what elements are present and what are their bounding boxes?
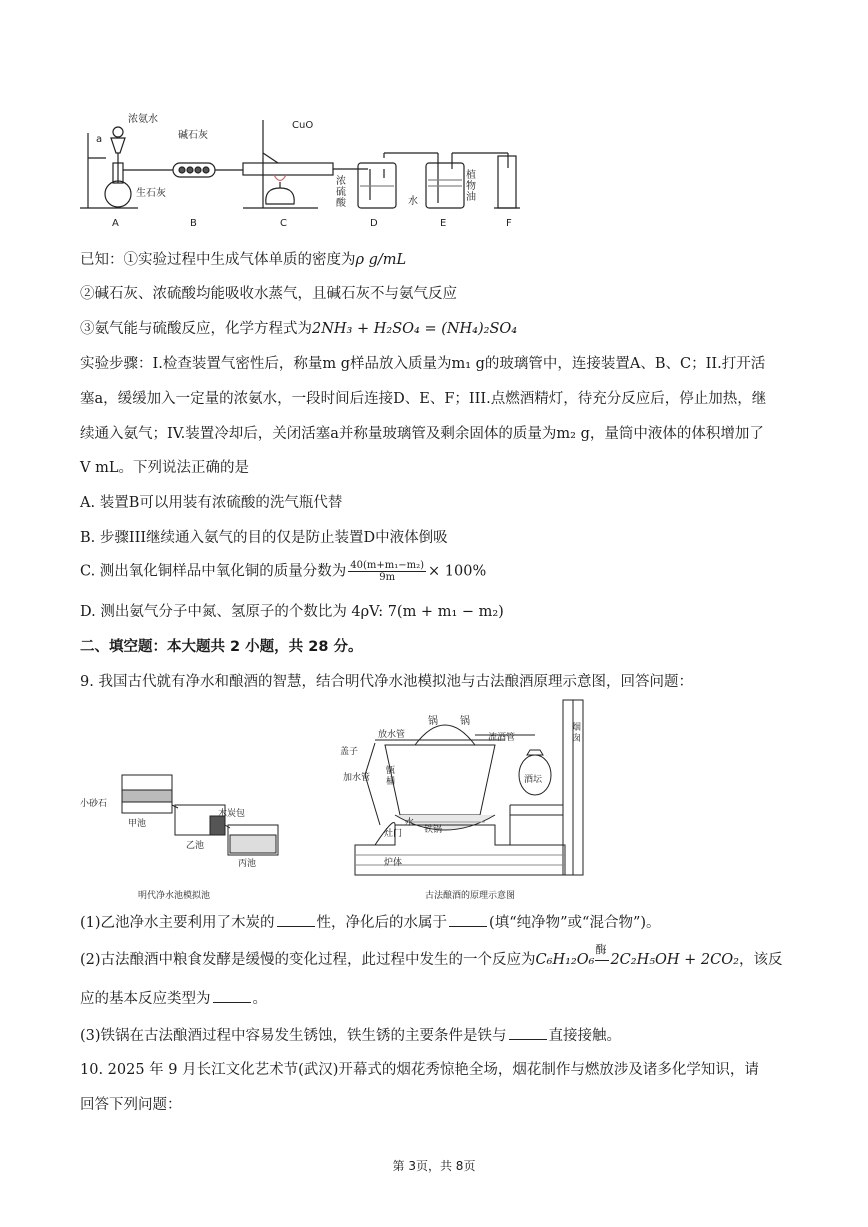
label-jar: 酒坛 [524,775,543,785]
answer-blank[interactable] [449,912,487,927]
q9-sub-1: (1)乙池净水主要利用了木炭的 性，净化后的水属于 (填“纯净物”或“混合物”)。 [80,912,661,933]
page-footer: 第 3页，共 8页 [392,1159,476,1173]
label-conc-ammonia: 浓氨水 [128,114,158,125]
option-d: D. 测出氨气分子中氮、氢原子的个数比为 4ρV: 7(m + m₁ − m₂) [80,604,504,620]
known-3: ③氨气能与硫酸反应，化学方程式为2NH₃ + H₂SO₄ = (NH₄)₂SO₄ [80,321,518,337]
known-2: ②碱石灰、浓硫酸均能吸收水蒸气，且碱石灰不与氨气反应 [80,286,457,302]
label-wok-2: 锅 [460,716,470,727]
steps-line-2: 塞a，缓缓加入一定量的浓氨水，一段时间后连接D、E、F；III.点燃酒精灯，待充分反应后，停止加热，继 [80,391,767,407]
letter-a: A [112,218,119,229]
label-sand: 小砂石 [80,799,108,809]
label-water: 水 [408,196,418,207]
q10-line-1: 10. 2025 年 9 月长江文化艺术节(武汉)开幕式的烟花秀惊艳全场，烟花制作与燃放涉及诸多化学知识，请 [80,1062,759,1078]
q9-stem: 9. 我国古代就有净水和酿酒的智慧，结合明代净水池模拟池与古法酿酒原理示意图，回答问题： [80,674,693,690]
answer-blank[interactable] [509,1025,547,1040]
option-b: B. 步骤III继续通入氨气的目的仅是防止装置D中液体倒吸 [80,530,448,546]
option-c: C. 测出氧化铜样品中氧化铜的质量分数为 $\frac{\text{40(m+m₁−m₂)}}{9m}$ × 100% [80,560,487,583]
label-conc-acid: 浓 硫 酸 [336,176,346,209]
label-wine-pipe: 流酒管 [488,733,516,743]
label-chimney: 烟 囱 [572,723,582,744]
caption-water-pools: 明代净水池模拟池 [138,891,211,901]
steps-line-1: 实验步骤：I.检查装置气密性后，称量m g样品放入质量为m₁ g的玻璃管中，连接装置A、B、C；II.打开活 [80,356,766,372]
q9-sub-2: (2)古法酿酒中粮食发酵是缓慢的变化过程，此过程中发生的一个反应为C₆H₁₂O₆ 酶 2C₂H₅OH + 2CO₂，该反 [80,943,783,968]
caption-brewing: 古法酿酒的原理示意图 [425,891,516,901]
letter-d: D [370,218,378,229]
label-iron-wok: 铁锅 [424,825,443,835]
label-lid: 盖子 [340,747,359,757]
label-a: a [96,134,103,145]
label-water-vat: 水 [405,818,415,828]
label-pool-3: 丙池 [238,859,257,869]
label-veg-oil: 植 物 油 [466,170,476,203]
q9-sub-3: (3)铁锅在古法酿酒过程中容易发生锈蚀，铁生锈的主要条件是铁与 直接接触。 [80,1025,621,1046]
label-pool-2: 乙池 [186,841,205,851]
fraction: $\frac{\text{40(m+m₁−m₂)}}{9m}$ [350,560,425,583]
letter-f: F [506,218,512,229]
catalyst-arrow: 酶 [594,950,610,970]
label-quicklime: 生石灰 [136,188,166,199]
label-steamer: 甑 桶 [386,766,396,787]
label-wok-1: 锅 [428,716,438,727]
steps-line-3: 续通入氨气；IV.装置冷却后，关闭活塞a并称量玻璃管及剩余固体的质量为m₂ g，量筒中液体的体积增加了 [80,426,764,442]
label-pool-1: 甲池 [128,819,147,829]
label-furnace: 炉体 [384,858,403,868]
answer-blank[interactable] [277,912,315,927]
label-cuo: CuO [292,120,314,131]
label-soda-lime: 碱石灰 [178,130,208,141]
letter-e: E [440,218,447,229]
q10-line-2: 回答下列问题： [80,1097,182,1113]
label-charcoal: 木炭包 [218,809,246,819]
q9-sub-2-line-2: 应的基本反应类型为 。 [80,988,267,1009]
option-a: A. 装置B可以用装有浓硫酸的洗气瓶代替 [80,495,343,511]
answer-blank[interactable] [213,988,251,1003]
label-inlet-pipe: 加水管 [343,773,371,783]
steps-line-4: V mL。下列说法正确的是 [80,460,249,476]
letter-c: C [280,218,287,229]
letter-b: B [190,218,197,229]
known-1: 已知：①实验过程中生成气体单质的密度为ρ g/mL [80,252,407,268]
label-fire-door: 灶门 [384,829,403,839]
section-title: 二、填空题：本大题共 2 小题，共 28 分。 [80,639,363,655]
label-drain-pipe: 放水管 [378,730,406,740]
